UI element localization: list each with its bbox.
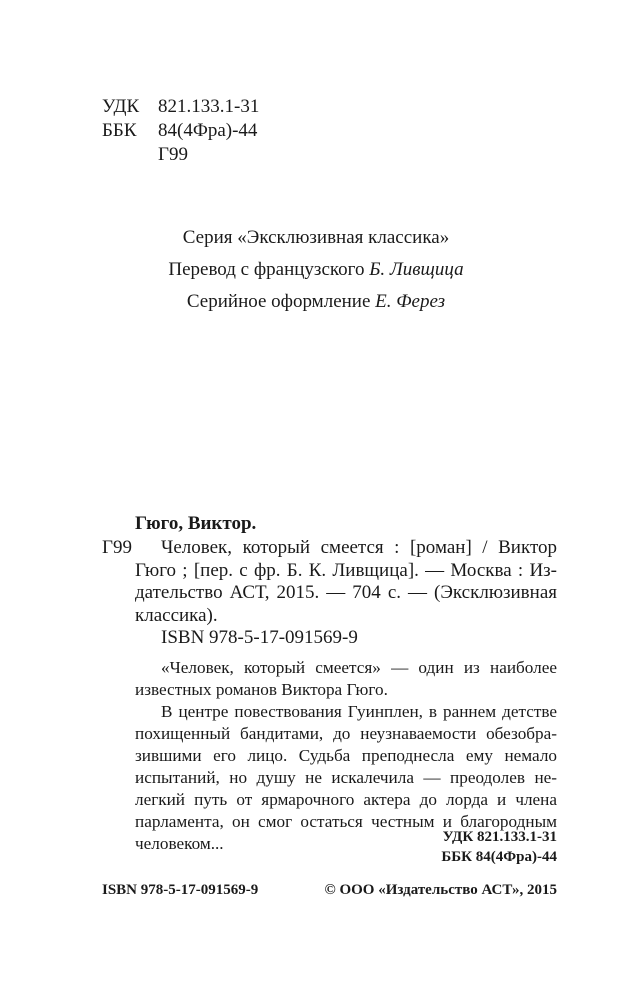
- translation-prefix: Перевод с французского: [168, 259, 365, 280]
- annotation-line: «Человек, который смеется» — один из наиболее: [161, 658, 557, 677]
- translator-name: Б. Ливщица: [369, 259, 464, 280]
- description-line: Человек, который смеется : [роман] / Виктор: [161, 537, 557, 558]
- annotation-line: зившими его лицо. Судьба преподнесла ему немало: [135, 746, 557, 765]
- description-line: Гюго ; [пер. с фр. Б. К. Ливщица]. — Москва : Из-: [135, 559, 557, 581]
- annotation-line: легкий путь от ярмарочного актера до лорда и члена: [135, 790, 557, 809]
- description-line: дательство АСТ, 2015. — 704 с. — (Эксклюзивная: [135, 582, 557, 603]
- annotation-line: испытаний, но душу не искалечила — преодолев не-: [135, 768, 557, 787]
- footer-copyright: © ООО «Издательство АСТ», 2015: [324, 882, 557, 898]
- annotation: [135, 657, 557, 855]
- udk-value: 821.133.1-31: [158, 96, 260, 117]
- udk-label: УДК: [102, 96, 140, 117]
- annotation-line: известных романов Виктора Гюго.: [135, 680, 388, 699]
- designer-name: Е. Ферез: [375, 291, 446, 312]
- description: [135, 537, 557, 627]
- bottom-bbk: ББК 84(4Фра)-44: [441, 849, 557, 865]
- author-sign-top: Г99: [158, 144, 188, 165]
- bbk-label: ББК: [102, 120, 137, 141]
- description-line: классика).: [135, 604, 218, 626]
- annotation-line: похищенный бандитами, до неузнаваемости обезобра-: [135, 724, 557, 743]
- bbk-value: 84(4Фра)-44: [158, 120, 258, 141]
- design-prefix: Серийное оформление: [186, 291, 371, 312]
- author-sign-side: Г99: [102, 537, 132, 558]
- author-heading: Гюго, Виктор.: [135, 513, 257, 534]
- series-line: Серия «Эксклюзивная классика»: [182, 227, 450, 248]
- annotation-line: человеком...: [135, 834, 224, 853]
- translation-line: [0, 259, 632, 281]
- annotation-line: В центре повествования Гуинплен, в раннем детстве: [161, 702, 557, 721]
- bottom-udk: УДК 821.133.1-31: [442, 829, 557, 845]
- footer-isbn: ISBN 978-5-17-091569-9: [102, 882, 259, 898]
- design-line: [0, 291, 632, 313]
- isbn-record: ISBN 978-5-17-091569-9: [161, 627, 358, 648]
- annotation-line: парламента, он смог остаться честным и благородным: [135, 812, 557, 831]
